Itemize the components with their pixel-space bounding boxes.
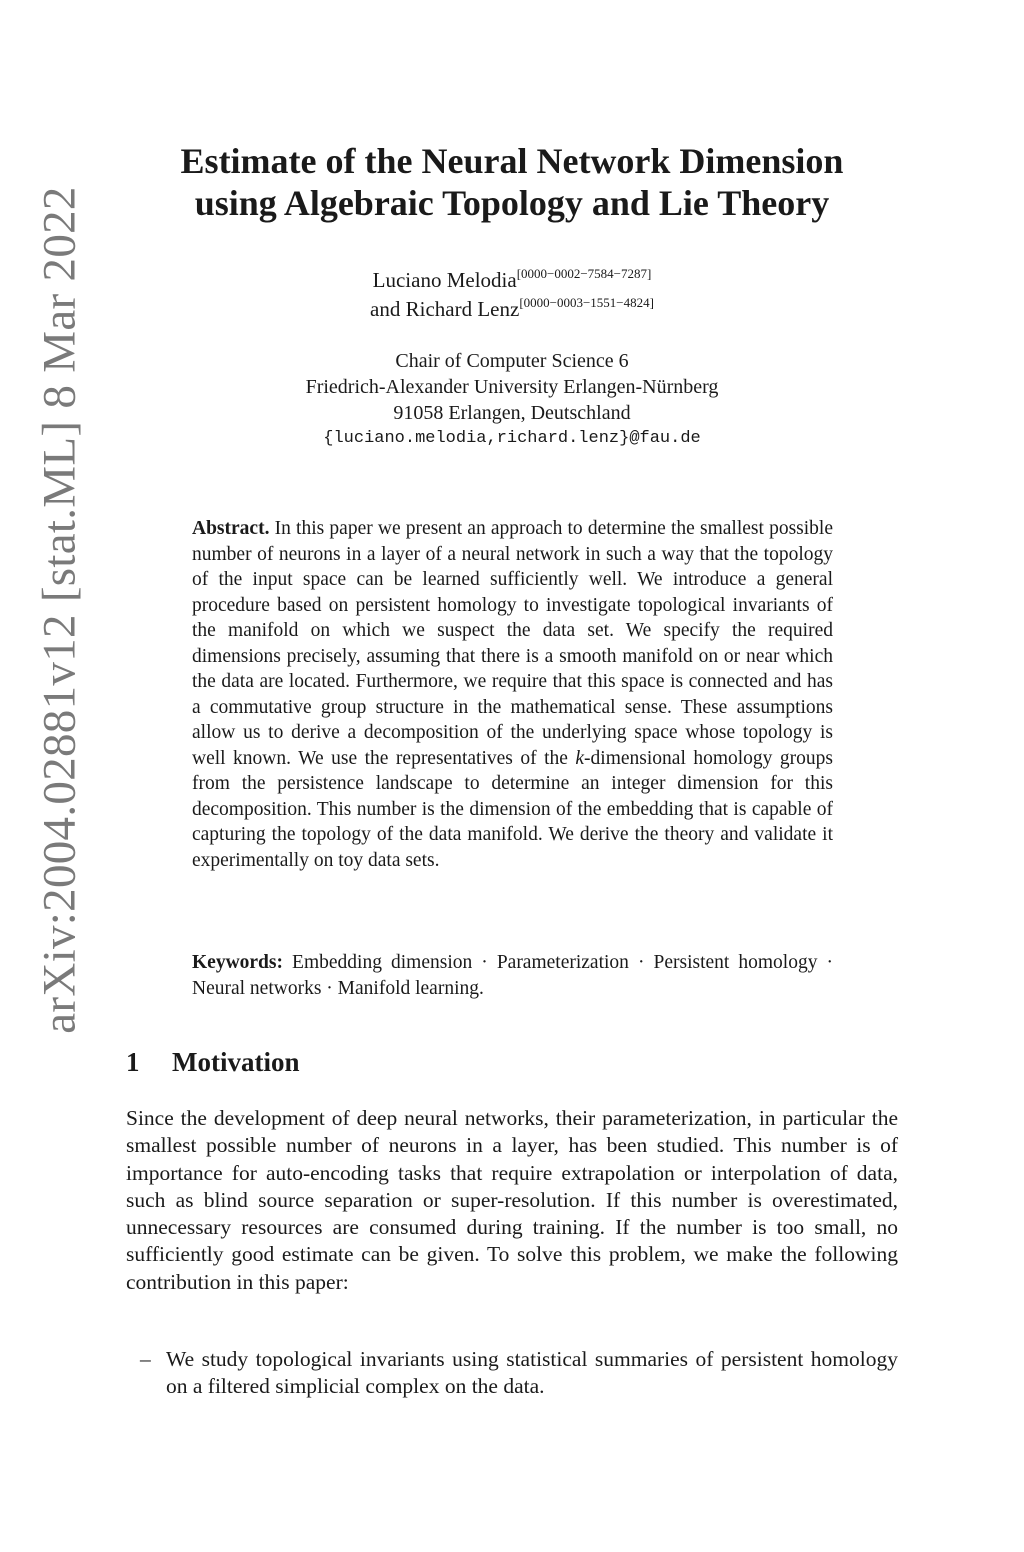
- list-item-text: We study topological invariants using statistical summaries of persistent homology on a filtered simplicial complex on the data.: [166, 1347, 898, 1399]
- section-heading: [126, 1045, 300, 1079]
- keywords: [192, 950, 833, 1001]
- author-2: [200, 295, 824, 324]
- arxiv-stamp-text: arXiv:2004.02881v12 [stat.ML] 8 Mar 2022: [34, 186, 87, 1034]
- section-number: 1: [126, 1047, 140, 1077]
- section-title: Motivation: [172, 1047, 300, 1077]
- keywords-label: Keywords:: [192, 952, 283, 973]
- abstract-text-end: -dimensional homology groups from the persistence landscape to determine an integer dimension for this decomposition. This number is the dimension of the embedding that is capable of capturing the topology of the data manifold. We derive the theory and validate it experimentally on toy data sets.: [192, 747, 833, 871]
- affiliation-line-2: Friedrich-Alexander University Erlangen-Nürnberg: [305, 376, 719, 398]
- author-2-orcid: [0000−0003−1551−4824]: [519, 295, 654, 310]
- paper-title: [100, 140, 924, 224]
- abstract-label: Abstract.: [192, 518, 270, 539]
- authors-block: [200, 266, 824, 324]
- author-1-name: Luciano Melodia: [372, 268, 517, 292]
- author-2-name: and Richard Lenz: [370, 297, 520, 321]
- abstract-k-variable: k: [575, 747, 585, 769]
- list-bullet-marker: –: [140, 1347, 151, 1371]
- affiliation-line-3: 91058 Erlangen, Deutschland: [393, 402, 631, 424]
- abstract-text-start: In this paper we present an approach to determine the smallest possible number of neurons in a layer of a neural network in such a way that the topology of the input space can be learned sufficiently well. We introduce a general procedure based on persistent homology to investigate topological invariants of the manifold on which we suspect the data set. We specify the required dimensions precisely, assuming that there is a smooth manifold on or near which the data are located. Furthermore, we require that this space is connected and has a commutative group structure in the mathematical sense. These assumptions allow us to derive a decomposition of the underlying space whose topology is well known. We use the representatives of the: [192, 518, 833, 769]
- title-line-2: using Algebraic Topology and Lie Theory: [194, 183, 830, 223]
- keywords-text: Embedding dimension · Parameterization · Persistent homology · Neural networks · Manifold learning.: [192, 952, 833, 999]
- abstract: [192, 516, 833, 873]
- contribution-list-item: [140, 1346, 898, 1401]
- title-line-1: Estimate of the Neural Network Dimension: [180, 141, 844, 181]
- author-emails: {luciano.melodia,richard.lenz}@fau.de: [323, 429, 701, 448]
- arxiv-stamp: [28, 180, 92, 1040]
- author-1: [200, 266, 824, 295]
- affiliation-block: [200, 348, 824, 452]
- author-1-orcid: [0000−0002−7584−7287]: [516, 266, 652, 281]
- affiliation-line-1: Chair of Computer Science 6: [395, 350, 629, 372]
- body-paragraph: Since the development of deep neural networks, their parameterization, in particular the smallest possible number of neurons in a layer, has been studied. This number is of importance for auto-encoding tasks that require extrapolation or interpolation of data, such as blind source separation or super-resolution. If this number is overestimated, unnecessary resources are consumed during training. If the number is too small, no sufficiently good estimate can be given. To solve this problem, we make the following contribution in this paper:: [126, 1106, 898, 1294]
